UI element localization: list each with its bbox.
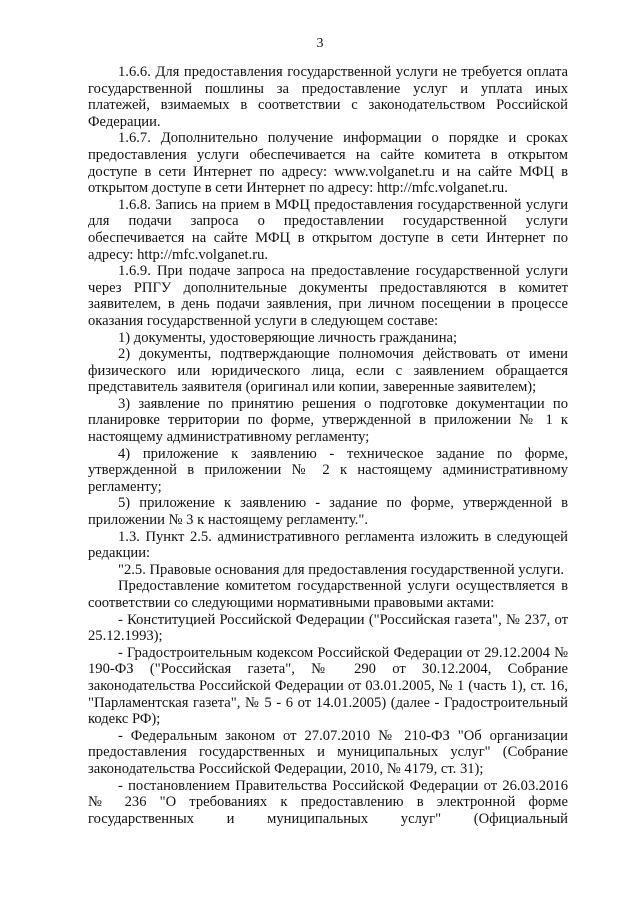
paragraph-1-6-7: 1.6.7. Дополнительно получение информации о порядке и сроках предоставления услуги обеспечивается на сайте комитета в открытом доступе в сети Интернет по адресу: www.volganet.ru и на сайте МФЦ в открытом доступе в сети Интернет по адресу: http://mfc.volganet.ru. (88, 130, 568, 197)
paragraph-1-3: 1.3. Пункт 2.5. административного регламента изложить в следующей редакции: (88, 528, 568, 562)
legal-act-urban-code: - Градостроительным кодексом Российской Федерации от 29.12.2004 № 190-ФЗ ("Российская газета", № 290 от 30.12.2004, Собрание законодательства Российской Федерации от 03.01.2005, № 1 (часть 1), ст. 16, "Парламентская газета", № 5 - 6 от 14.01.2005) (далее - Градостроительный кодекс РФ); (88, 644, 568, 728)
legal-act-federal-law-210: - Федеральным законом от 27.07.2010 № 210-ФЗ "Об организации предоставления государственных и муниципальных услуг" (Собрание законодательства Российской Федерации, 2010, № 4179, ст. 31); (88, 727, 568, 777)
paragraph-1-6-6: 1.6.6. Для предоставления государственной услуги не требуется оплата государственной пошлины за предоставление услуг и уплата иных платежей, взимаемых в соответствии с законодательством Российской Федерации. (88, 64, 568, 130)
section-2-5-heading: "2.5. Правовые основания для предоставления государственной услуги. (118, 561, 565, 578)
legal-basis-intro: Предоставление комитетом государственной услуги осуществляется в соответствии со следующими нормативными правовыми актами: (88, 578, 568, 611)
page-number: 3 (316, 36, 324, 51)
list-item-3: 3) заявление по принятию решения о подготовке документации по планировке территории по форме, утвержденной в приложении № 1 к настоящему административному регламенту; (88, 395, 568, 446)
list-item-4: 4) приложение к заявлению - техническое задание по форме, утвержденной в приложении № 2 к настоящему административному регламенту; (88, 445, 568, 495)
paragraph-1-6-8: 1.6.8. Запись на прием в МФЦ предоставления государственной услуги для подачи запроса о предоставлении государственной услуги обеспечивается на сайте МФЦ в открытом доступе в сети Интернет по адресу: http://mfc.volganet.ru. (88, 196, 568, 263)
list-item-5: 5) приложение к заявлению - задание по форме, утвержденной в приложении № 3 к настоящему регламенту.". (88, 495, 568, 529)
list-item-2: 2) документы, подтверждающие полномочия действовать от имени физического или юридического лица, если с заявлением обращается представитель заявителя (оригинал или копии, заверенные заявителем); (88, 346, 568, 396)
legal-act-resolution-236: - постановлением Правительства Российской Федерации от 26.03.2016 № 236 "О требованиях к предоставлению в электронной форме государственных и муниципальных услуг" (Официальный (88, 777, 568, 827)
list-item-1: 1) документы, удостоверяющие личность гражданина; (118, 329, 458, 346)
paragraph-1-6-9: 1.6.9. При подаче запроса на предоставление государственной услуги через РПГУ дополнительные документы предоставляются в комитет заявителем, в день подачи заявления, при личном посещении в процессе оказания государственной услуги в следующем составе: (88, 263, 568, 329)
legal-act-constitution: - Конституцией Российской Федерации ("Российская газета", № 237, от 25.12.1993); (88, 611, 568, 645)
body-text (88, 64, 568, 827)
